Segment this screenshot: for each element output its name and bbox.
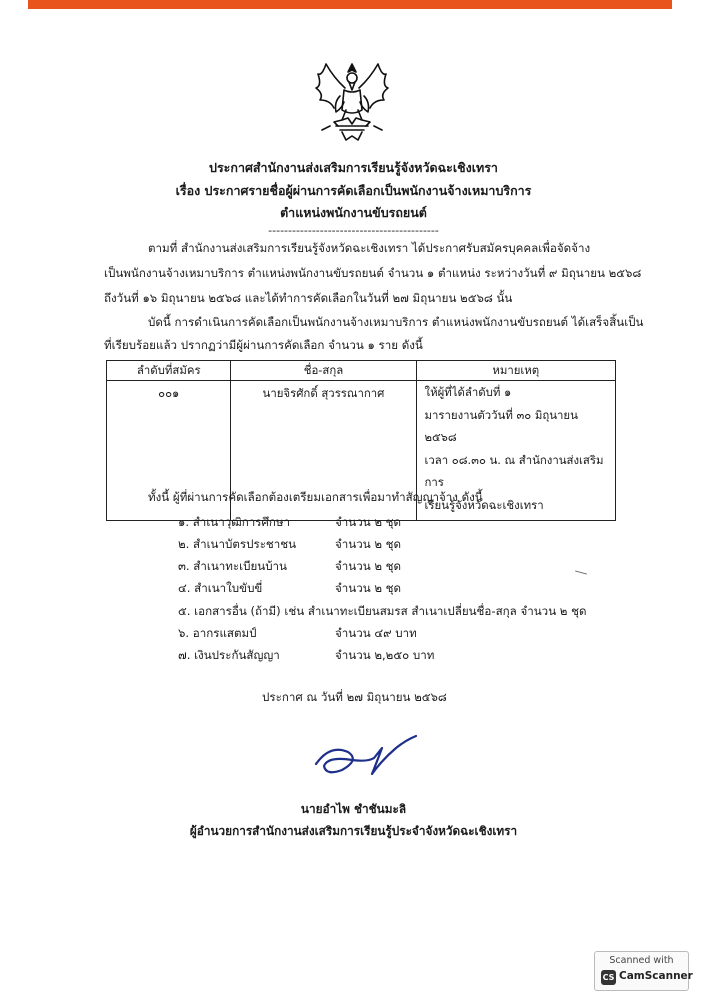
column-header-remark: หมายเหตุ: [416, 361, 615, 381]
document-qty-2: จำนวน ๒ ชุด: [335, 537, 402, 551]
document-qty-6: จำนวน ๔๙ บาท: [335, 626, 417, 640]
top-border-bar: [28, 0, 672, 9]
document-qty-4: จำนวน ๒ ชุด: [335, 581, 402, 595]
document-item-1: ๑. สำเนาวุฒิการศึกษา: [178, 515, 290, 529]
camscanner-watermark: [594, 951, 693, 991]
garuda-emblem-icon: [312, 60, 392, 142]
remark-line-4: เรียนรู้จังหวัดฉะเชิงเทรา: [424, 497, 544, 512]
announce-date: ประกาศ ณ วันที่ ๒๗ มิถุนายน ๒๕๖๘: [262, 690, 447, 704]
document-item-6: ๖. อากรแสตมป์: [178, 626, 257, 640]
document-item-7: ๗. เงินประกันสัญญา: [178, 648, 280, 662]
document-item-3: ๓. สำเนาทะเบียนบ้าน: [178, 559, 287, 573]
para2-line2: ที่เรียบร้อยแล้ว ปรากฏว่ามีผู้ผ่านการคัดเลือก จำนวน ๑ ราย ดังนี้: [104, 338, 423, 352]
document-qty-1: จำนวน ๒ ชุด: [335, 515, 402, 529]
cell-name: นายจิรศักดิ์ สุวรรณากาศ: [231, 381, 416, 521]
document-item-2: ๒. สำเนาบัตรประชาชน: [178, 537, 297, 551]
header-line-3: ตำแหน่งพนักงานขับรถยนต์: [280, 205, 427, 220]
remark-line-1: ให้ผู้ที่ได้ลำดับที่ ๑: [424, 385, 512, 399]
watermark-brand: CamScanner: [619, 970, 693, 982]
watermark-caption: Scanned with: [609, 955, 674, 966]
remark-line-3: เวลา ๐๘.๓๐ น. ณ สำนักงานส่งเสริมการ: [424, 452, 604, 489]
para1-line3: ถึงวันที่ ๑๖ มิถุนายน ๒๕๖๘ และได้ทำการคัดเลือกในวันที่ ๒๗ มิถุนายน ๒๕๖๘ นั้น: [104, 291, 513, 305]
document-item-4: ๔. สำเนาใบขับขี่: [178, 581, 263, 595]
remark-line-2: มารายงานตัววันที่ ๓๐ มิถุนายน ๒๕๖๘: [424, 407, 578, 444]
column-header-name: ชื่อ-สกุล: [231, 361, 416, 381]
document-item-5: ๕. เอกสารอื่น (ถ้ามี) เช่น สำเนาทะเบียนสมรส สำเนาเปลี่ยนชื่อ-สกุล จำนวน ๒ ชุด: [178, 604, 587, 618]
para2-line1: บัดนี้ การดำเนินการคัดเลือกเป็นพนักงานจ้างเหมาบริการ ตำแหน่งพนักงานขับรถยนต์ ได้เสร็จสิ้นเป็น: [148, 315, 644, 329]
signature-mark: [312, 730, 422, 780]
table-header-row: [107, 361, 616, 381]
para1-line2: เป็นพนักงานจ้างเหมาบริการ ตำแหน่งพนักงานขับรถยนต์ จำนวน ๑ ตำแหน่ง ระหว่างวันที่ ๙ มิถุนายน ๒๕๖๘: [104, 266, 642, 280]
scan-mark: [575, 570, 587, 574]
column-header-number: ลำดับที่สมัคร: [107, 361, 231, 381]
header-line-2: เรื่อง ประกาศรายชื่อผู้ผ่านการคัดเลือกเป็นพนักงานจ้างเหมาบริการ: [175, 183, 532, 198]
signer-title: ผู้อำนวยการสำนักงานส่งเสริมการเรียนรู้ประจำจังหวัดฉะเชิงเทรา: [189, 824, 518, 838]
signer-name: นายอำไพ ชำชันมะลิ: [300, 802, 407, 816]
documents-intro: ทั้งนี้ ผู้ที่ผ่านการคัดเลือกต้องเตรียมเอกสารเพื่อมาทำสัญญาจ้าง ดังนี้: [148, 490, 483, 504]
para1-line1: ตามที่ สำนักงานส่งเสริมการเรียนรู้จังหวัดฉะเชิงเทรา ได้ประกาศรับสมัครบุคคลเพื่อจัดจ้าง: [148, 241, 591, 255]
camscanner-logo-icon: CS: [601, 970, 616, 985]
cell-number: ๐๐๑: [107, 381, 231, 521]
header-divider: -------------------------------------------: [268, 224, 439, 237]
document-qty-7: จำนวน ๒,๒๕๐ บาท: [335, 648, 435, 662]
header-line-1: ประกาศสำนักงานส่งเสริมการเรียนรู้จังหวัดฉะเชิงเทรา: [209, 160, 498, 175]
document-qty-3: จำนวน ๒ ชุด: [335, 559, 402, 573]
